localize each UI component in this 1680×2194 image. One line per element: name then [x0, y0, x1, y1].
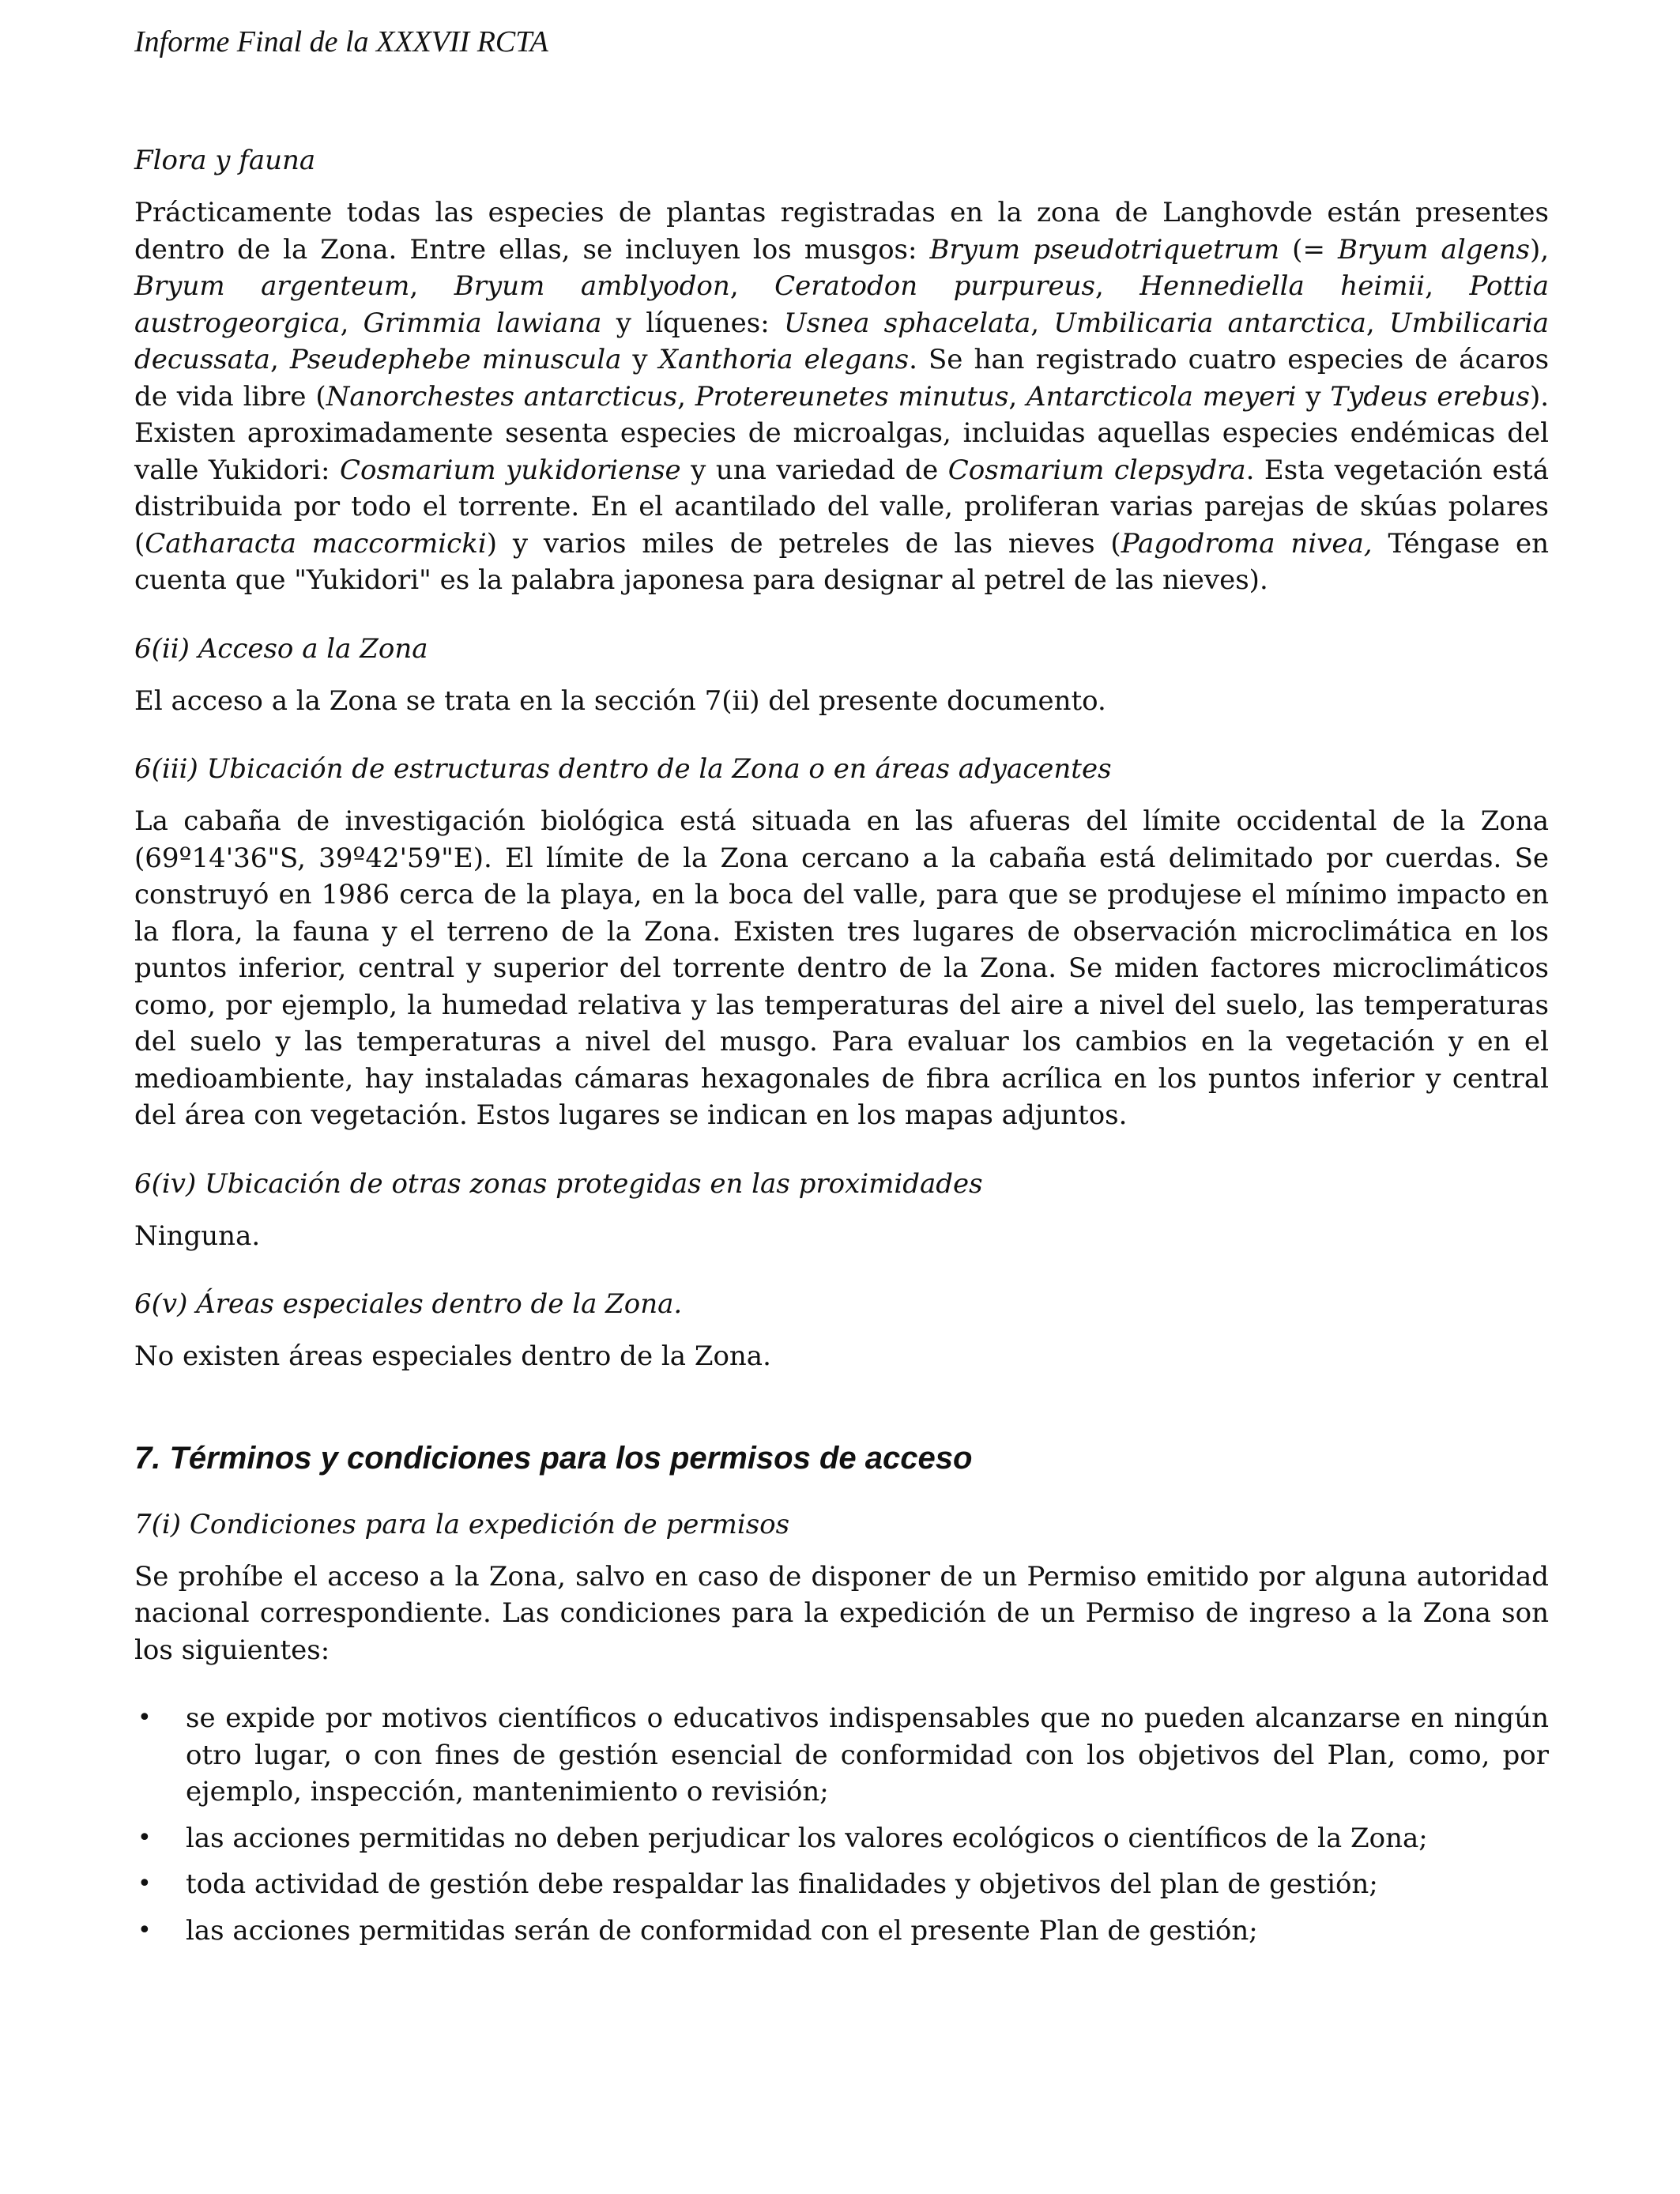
- paragraph-text-run: ) y varios miles de petreles de las nieves (: [486, 527, 1121, 560]
- paragraph-text-run: ),: [1529, 233, 1550, 266]
- paragraph-access: El acceso a la Zona se trata en la sección 7(ii) del presente documento.: [134, 684, 1106, 717]
- paragraph-text-run: ,: [1008, 380, 1027, 413]
- heading-flora-fauna: Flora y fauna: [134, 145, 316, 176]
- species-name: Hennediella heimii: [1139, 270, 1426, 302]
- paragraph-text-run: ). Existen aproximadamente sesenta especies de microalgas, incluidas aquellas especies endémicas del valle Yukidori:: [134, 380, 1550, 486]
- species-name: Bryum argenteum: [134, 270, 410, 302]
- species-name: Antarcticola meyeri: [1026, 380, 1297, 413]
- bullet-icon: •: [137, 1916, 152, 1944]
- species-name: Cosmarium clepsydra: [947, 454, 1246, 486]
- paragraph-text-run: ,: [269, 344, 290, 375]
- bullet-icon: •: [137, 1870, 152, 1898]
- paragraph-permit-intro: Se prohíbe el acceso a la Zona, salvo en caso de disponer de un Permiso emitido por alguna autoridad nacional correspondiente. Las condiciones para la expedición de un Permiso de ingreso a la Zona son los siguientes:: [134, 1560, 1549, 1666]
- species-name: Bryum algens: [1337, 233, 1530, 266]
- species-name: Umbilicaria antarctica: [1053, 307, 1366, 339]
- paragraph-flora-fauna: [134, 194, 1549, 599]
- paragraph-text-run: ,: [1030, 307, 1054, 339]
- species-name: Nanorchestes antarcticus: [326, 380, 678, 413]
- heading-access: 6(ii) Acceso a la Zona: [134, 632, 428, 665]
- species-name: Cosmarium yukidoriense: [339, 454, 681, 486]
- paragraph-text-run: y: [621, 344, 659, 375]
- species-name: Pseudephebe minuscula: [289, 344, 622, 375]
- paragraph-special-areas: No existen áreas especiales dentro de la Zona.: [134, 1340, 771, 1372]
- list-item: [134, 1866, 1549, 1903]
- paragraph-text-run: ,: [409, 270, 454, 302]
- paragraph-text-run: ,: [1094, 270, 1140, 302]
- heading-permit-conditions: 7(i) Condiciones para la expedición de permisos: [134, 1508, 790, 1540]
- section-7-title: 7. Términos y condiciones para los permisos de acceso: [134, 1440, 973, 1476]
- species-name: Bryum pseudotriquetrum: [929, 233, 1280, 266]
- paragraph-text-run: y una variedad de: [680, 454, 948, 486]
- species-name: Pagodroma nivea,: [1121, 527, 1373, 560]
- species-name: Umbilicaria decussata: [134, 307, 1550, 375]
- paragraph-text-run: ,: [1425, 270, 1470, 302]
- list-item-text: las acciones permitidas no deben perjudicar los valores ecológicos o científicos de la Zona;: [186, 1822, 1428, 1854]
- species-name: Grimmia lawiana: [363, 307, 602, 339]
- bullet-icon: •: [137, 1823, 152, 1852]
- list-item: [134, 1820, 1549, 1857]
- heading-special-areas: 6(v) Áreas especiales dentro de la Zona.: [134, 1288, 683, 1320]
- species-name: Ceratodon purpureus: [774, 270, 1095, 302]
- list-item-text: se expide por motivos científicos o educativos indispensables que no pueden alcanzarse en ningún otro lugar, o con fines de gestión esencial de conformidad con los objetivos del Plan, como, por ejemplo, inspección, mantenimiento o revisión;: [186, 1702, 1549, 1808]
- paragraph-protected-areas: Ninguna.: [134, 1220, 261, 1252]
- running-header: Informe Final de la XXXVII RCTA: [134, 25, 548, 58]
- paragraph-text-run: ,: [677, 380, 695, 413]
- list-item: [134, 1700, 1549, 1811]
- permit-conditions-list: [134, 1700, 1549, 1949]
- paragraph-text-run: ,: [340, 307, 363, 339]
- species-name: Protereunetes minutus: [695, 380, 1009, 413]
- paragraph-text-run: (=: [1279, 233, 1338, 266]
- species-name: Xanthoria elegans: [658, 344, 910, 375]
- species-name: Usnea sphacelata: [783, 307, 1031, 339]
- paragraph-text-run: Téngase en cuenta que "Yukidori" es la palabra japonesa para designar al petrel de las nieves).: [134, 527, 1550, 596]
- species-name: Pottia austrogeorgica: [134, 270, 1549, 339]
- document-body: [134, 142, 1549, 1958]
- paragraph-text-run: . Se han registrado cuatro especies de ácaros de vida libre (: [134, 344, 1550, 413]
- paragraph-text-run: y líquenes:: [601, 307, 784, 339]
- species-name: Catharacta maccormicki: [145, 527, 487, 560]
- species-name: Bryum amblyodon: [454, 270, 730, 302]
- paragraph-text-run: . Esta vegetación está distribuida por todo el torrente. En el acantilado del valle, proliferan varias parejas de skúas polares (: [134, 454, 1549, 560]
- list-item-text: toda actividad de gestión debe respaldar las finalidades y objetivos del plan de gestión;: [186, 1868, 1378, 1900]
- paragraph-text-run: ,: [1365, 307, 1390, 339]
- paragraph-text-run: y: [1296, 380, 1331, 413]
- heading-structures: 6(iii) Ubicación de estructuras dentro de la Zona o en áreas adyacentes: [134, 753, 1112, 785]
- species-name: Tydeus erebus: [1330, 380, 1530, 413]
- bullet-icon: •: [137, 1704, 152, 1732]
- list-item-text: las acciones permitidas serán de conformidad con el presente Plan de gestión;: [186, 1914, 1258, 1947]
- paragraph-structures: La cabaña de investigación biológica está situada en las afueras del límite occidental de la Zona (69º14'36"S, 39º42'59"E). El límite de la Zona cercano a la cabaña está delimitado por cuerdas. Se construyó en 1986 cerca de la playa, en la boca del valle, para que se produjese el mínimo impacto en la flora, la fauna y el terreno de la Zona. Existen tres lugares de observación microclimática en los puntos inferior, central y superior del torrente dentro de la Zona. Se miden factores microclimáticos como, por ejemplo, la humedad relativa y las temperaturas del aire a nivel del suelo, las temperaturas del suelo y las temperaturas a nivel del musgo. Para evaluar los cambios en la vegetación y en el medioambiente, hay instaladas cámaras hexagonales de fibra acrílica en los puntos inferior y central del área con vegetación. Estos lugares se indican en los mapas adjuntos.: [134, 805, 1549, 1131]
- paragraph-text-run: Prácticamente todas las especies de plantas registradas en la zona de Langhovde están presentes dentro de la Zona. Entre ellas, se incluyen los musgos:: [134, 197, 1549, 266]
- list-item: [134, 1913, 1549, 1950]
- paragraph-text-run: ,: [729, 270, 775, 302]
- heading-protected-areas: 6(iv) Ubicación de otras zonas protegidas en las proximidades: [134, 1167, 983, 1200]
